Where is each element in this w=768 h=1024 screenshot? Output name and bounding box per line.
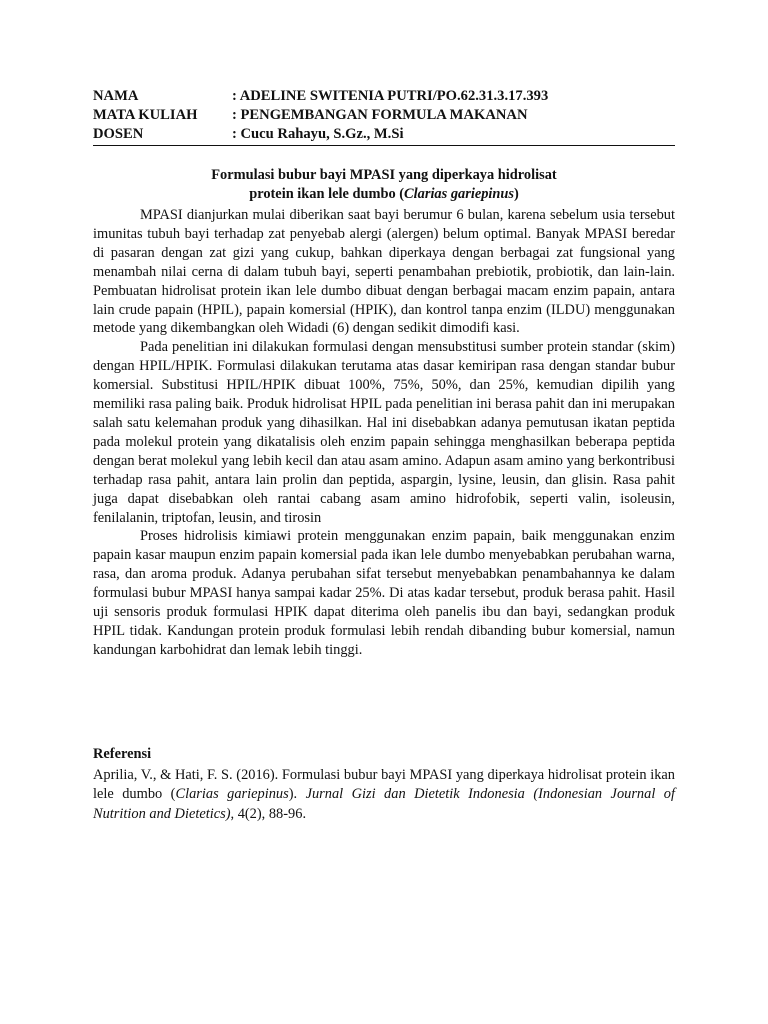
body-text	[93, 206, 675, 660]
header-label: NAMA	[93, 88, 139, 104]
paragraph-1: MPASI dianjurkan mulai diberikan saat bayi berumur 6 bulan, karena sebelum usia tersebut imunitas tubuh bayi terhadap zat penyebab alergi (alergen) belum optimal. Banyak MPASI beredar di pasaran dengan zat gizi yang cukup, bahkan diperkaya dengan berbagai zat fungsional yang menambah nilai cerna di dalam tubuh bayi, seperti penambahan prebiotik, probiotik, dan lain-lain. Pembuatan hidrolisat protein ikan lele dumbo dibuat dengan berbagai macam enzim papain, antara lain crude papain (HPIL), papain komersial (HPIK), dan kontrol tanpa enzim (ILDU) menggunakan metode yang dikembangkan oleh Widadi (6) dengan sedikit dimodifi kasi.	[93, 207, 675, 337]
header-label: MATA KULIAH	[93, 107, 198, 123]
header-row-dosen	[93, 125, 675, 144]
header-label: DOSEN	[93, 126, 144, 142]
paragraph-2: Pada penelitian ini dilakukan formulasi dengan mensubstitusi sumber protein standar (skim) dengan HPIL/HPIK. Formulasi dilakukan terutama atas dasar kemiripan rasa dengan standar bubur komersial. Substitusi HPIL/HPIK dibuat 100%, 75%, 50%, dan 25%, kemudian dipilih yang memiliki rasa paling baik. Produk hidrolisat HPIL pada penelitian ini berasa pahit dan ini merupakan salah satu kelemahan produk yang dihasilkan. Hal ini disebabkan adanya pemutusan ikatan peptida pada molekul protein yang dikatalisis oleh enzim papain sehingga menghasilkan beberapa peptida dengan berat molekul yang lebih kecil dan atau asam amino. Adapun asam amino yang berkontribusi terhadap rasa pahit, antara lain prolin dan peptida, aspargin, lysine, leusin, dan glisin. Rasa pahit juga dapat disebabkan oleh rantai cabang asam amino hidrofobik, seperti valin, isoleusin, fenilalanin, triptofan, leusin, and tirosin	[93, 339, 675, 526]
reference-authors-title: Aprilia, V., & Hati, F. S. (2016). Formulasi bubur bayi MPASI yang diperkaya hidrolisat protein ikan lele dumbo (	[93, 767, 675, 803]
reference-volume-pages: , 4(2), 88-96.	[230, 805, 307, 822]
references-heading: Referensi	[93, 746, 152, 762]
title-line-2	[93, 185, 675, 204]
student-info-header	[93, 87, 675, 144]
title-suffix: )	[514, 186, 519, 202]
header-row-mata-kuliah	[93, 106, 675, 125]
reference-separator: ).	[288, 786, 306, 803]
document-title	[93, 166, 675, 204]
header-row-nama	[93, 87, 675, 106]
paragraph-3: Proses hidrolisis kimiawi protein menggunakan enzim papain, baik menggunakan enzim papain kasar maupun enzim papain komersial pada ikan lele dumbo menyebabkan perubahan warna, rasa, dan aroma produk. Adanya perubahan sifat tersebut menyebabkan penambahannya ke dalam formulasi bubur MPASI hanya sampai kadar 25%. Di atas kadar tersebut, produk berasa pahit. Hasil uji sensoris produk formulasi HPIK dapat diterima oleh panelis ibu dan bayi, sedangkan produk HPIL tidak. Kandungan protein produk formulasi lebih rendah dibanding bubur komersial, namun kandungan karbohidrat dan lemak lebih tinggi.	[93, 528, 675, 658]
reference-journal: Jurnal Gizi dan Dietetik Indonesia (Indonesian Journal of Nutrition and Dietetics)	[93, 786, 675, 822]
reference-species: Clarias gariepinus	[175, 786, 289, 803]
title-line-1: Formulasi bubur bayi MPASI yang diperkaya hidrolisat	[211, 167, 557, 183]
header-divider	[93, 145, 675, 146]
header-value: : Cucu Rahayu, S.Gz., M.Si	[232, 126, 404, 142]
title-prefix: protein ikan lele dumbo (	[249, 186, 405, 202]
title-species: Clarias gariepinus	[404, 186, 515, 202]
header-value: : PENGEMBANGAN FORMULA MAKANAN	[232, 107, 528, 123]
header-value: : ADELINE SWITENIA PUTRI/PO.62.31.3.17.393	[232, 88, 549, 104]
reference-entry	[93, 766, 675, 824]
